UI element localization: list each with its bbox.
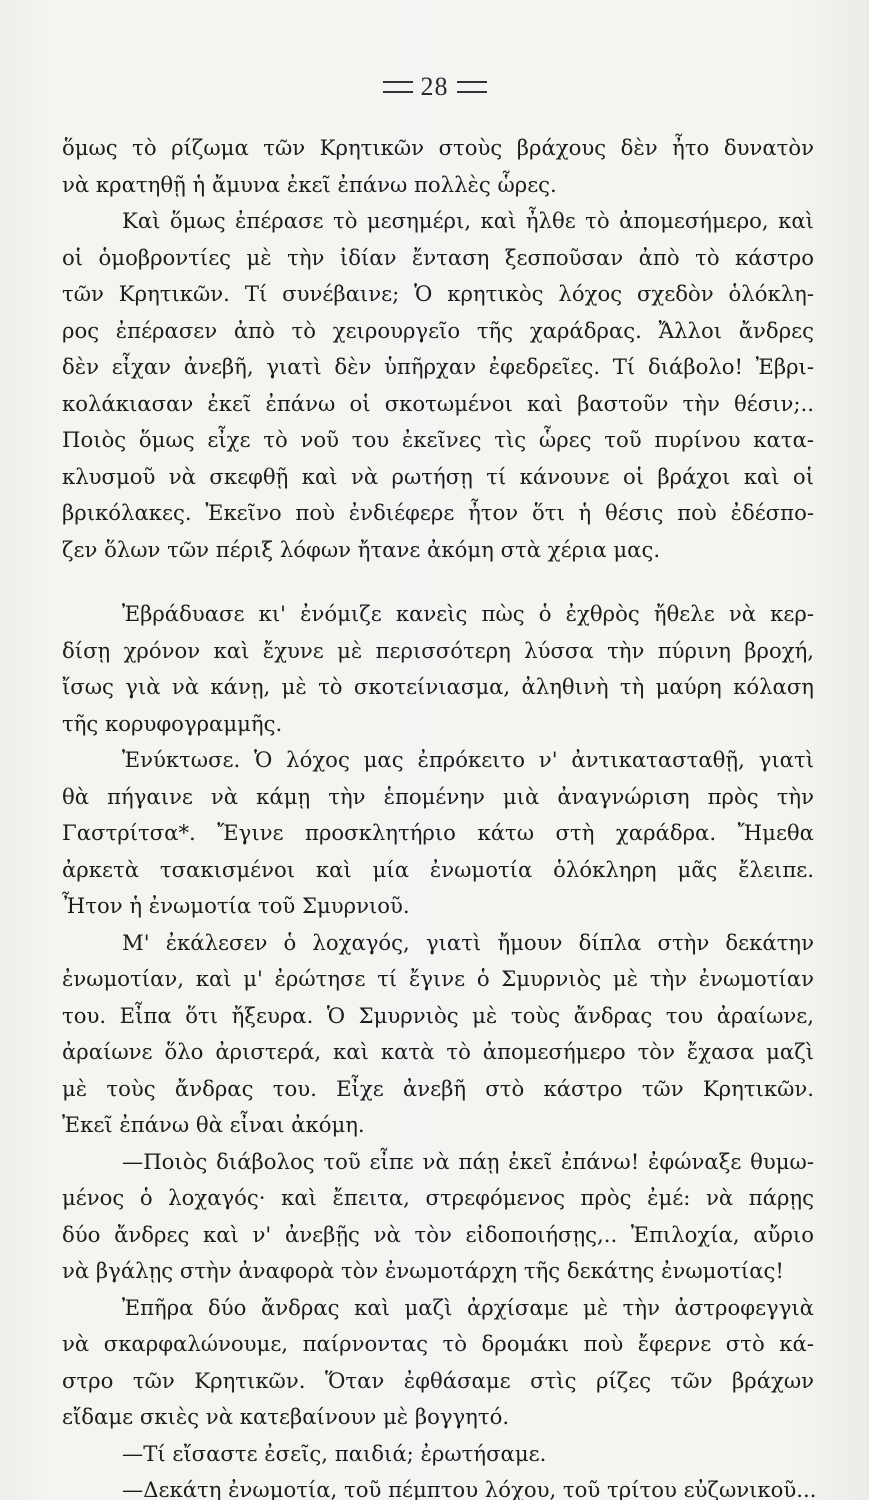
text-line: θὰ πήγαινε νὰ κάμῃ τὴν ἑπομένην μιὰ ἀναγνώριση πρὸς τὴν	[62, 783, 814, 809]
text-line: Ἐκεῖ ἐπάνω θὰ εἶναι ἀκόμη.	[62, 1112, 365, 1137]
text-line: δύο ἄνδρες καὶ ν' ἀνεβῇς νὰ τὸν εἰδοποιήσῃς,.. Ἐπιλοχία, αὔριο	[62, 1221, 814, 1247]
text-line: τῆς κορυφογραμμῆς.	[62, 710, 283, 736]
text-line: δὲν εἶχαν ἀνεβῆ, γιατὶ δὲν ὑπῆρχαν ἐφεδρεῖες. Τί διάβολο! Ἐβρι-	[62, 354, 814, 379]
text-line: Ἐνύκτωσε. Ὁ λόχος μας ἐπρόκειτο ν' ἀντικατασταθῇ, γιατὶ	[122, 747, 814, 772]
text-line: ζεν ὅλων τῶν πέριξ λόφων ἤτανε ἀκόμη στὰ χέρια μας.	[62, 536, 661, 562]
paragraph	[62, 742, 814, 925]
page-number-text: 28	[420, 72, 449, 101]
text-line: στρο τῶν Κρητικῶν. Ὅταν ἐφθάσαμε στὶς ρίζες τῶν βράχων	[62, 1367, 814, 1393]
text-line: του. Εἶπα ὅτι ἤξευρα. Ὁ Σμυρνιὸς μὲ τοὺς ἄνδρας του ἀραίωνε,	[62, 1002, 814, 1028]
text-line: Ἐπῆρα δύο ἄνδρας καὶ μαζὶ ἀρχίσαμε μὲ τὴν ἀστροφεγγιὰ	[122, 1294, 814, 1320]
text-line: δίσῃ χρόνον καὶ ἔχυνε μὲ περισσότερη λύσσα τὴν πύρινη βροχή,	[62, 637, 814, 663]
paragraph	[62, 596, 814, 742]
page-number-left-rule	[383, 81, 413, 93]
text-line: κολάκιασαν ἐκεῖ ἐπάνω οἱ σκοτωμένοι καὶ βαστοῦν τὴν θέσιν;..	[62, 390, 814, 416]
text-line: —Τί εἴσαστε ἐσεῖς, παιδιά; ἐρωτήσαμε.	[122, 1440, 547, 1466]
text-line: Ἐβράδυασε κι' ἐνόμιζε κανεὶς πὼς ὁ ἐχθρὸς ἤθελε νὰ κερ-	[122, 601, 814, 626]
text-line: ἐνωμοτίαν, καὶ μ' ἐρώτησε τί ἔγινε ὁ Σμυρνιὸς μὲ τὴν ἐνωμοτίαν	[62, 966, 814, 991]
text-line: —Ποιὸς διάβολος τοῦ εἶπε νὰ πάῃ ἐκεῖ ἐπάνω! ἐφώναξε θυμω-	[122, 1148, 814, 1174]
text-line: νὰ κρατηθῇ ἡ ἄμυνα ἐκεῖ ἐπάνω πολλὲς ὧρες.	[62, 171, 557, 197]
paragraph	[62, 1290, 814, 1436]
paragraph	[62, 130, 814, 203]
paragraph	[62, 203, 814, 568]
text-line: —Δεκάτη ἐνωμοτία, τοῦ πέμπτου λόχου, τοῦ τρίτου εὐζωνικοῦ...	[122, 1477, 817, 1500]
text-line: μὲ τοὺς ἄνδρας του. Εἶχε ἀνεβῆ στὸ κάστρο τῶν Κρητικῶν.	[62, 1075, 814, 1101]
text-line: κλυσμοῦ νὰ σκεφθῇ καὶ νὰ ρωτήσῃ τί κάνουνε οἱ βράχοι καὶ οἱ	[62, 463, 814, 489]
text-line: ρος ἐπέρασεν ἀπὸ τὸ χειρουργεῖο τῆς χαράδρας. Ἄλλοι ἄνδρες	[62, 317, 814, 343]
text-line: ὅμως τὸ ρίζωμα τῶν Κρητικῶν στοὺς βράχους δὲν ἦτο δυνατὸν	[62, 135, 814, 160]
text-line: νὰ σκαρφαλώνουμε, παίρνοντας τὸ δρομάκι ποὺ ἔφερνε στὸ κά-	[62, 1331, 814, 1356]
text-line: Ἦτον ἡ ἐνωμοτία τοῦ Σμυρνιοῦ.	[62, 893, 410, 918]
text-line: ἀραίωνε ὅλο ἀριστερά, καὶ κατὰ τὸ ἀπομεσήμερο τὸν ἔχασα μαζὶ	[62, 1039, 814, 1064]
paragraph-gap	[62, 568, 814, 596]
text-line: μένος ὁ λοχαγός· καὶ ἔπειτα, στρεφόμενος πρὸς ἐμέ: νὰ πάρῃς	[62, 1185, 814, 1210]
text-line: νὰ βγάλῃς στὴν ἀναφορὰ τὸν ἐνωμοτάρχη τῆς δεκάτης ἐνωμοτίας!	[62, 1258, 784, 1283]
paragraph	[62, 1436, 814, 1473]
text-line: οἱ ὁμοβροντίες μὲ τὴν ἰδίαν ἔνταση ξεσποῦσαν ἀπὸ τὸ κάστρο	[62, 244, 814, 270]
page-number	[0, 72, 869, 102]
text-line: εἴδαμε σκιὲς νὰ κατεβαίνουν μὲ βογγητό.	[62, 1404, 510, 1429]
text-line: ἴσως γιὰ νὰ κάνῃ, μὲ τὸ σκοτείνιασμα, ἀληθινὴ τὴ μαύρη κόλαση	[62, 674, 814, 699]
page-number-right-rule	[457, 81, 487, 93]
text-line: τῶν Κρητικῶν. Τί συνέβαινε; Ὁ κρητικὸς λόχος σχεδὸν ὁλόκλη-	[62, 281, 814, 306]
paragraph	[62, 1144, 814, 1290]
text-line: Καὶ ὅμως ἐπέρασε τὸ μεσημέρι, καὶ ἦλθε τὸ ἀπομεσήμερο, καὶ	[122, 208, 814, 233]
paragraph	[62, 925, 814, 1144]
paragraph	[62, 1472, 817, 1500]
text-line: Γαστρίτσα*. Ἔγινε προσκλητήριο κάτω στὴ χαράδρα. Ἤμεθα	[62, 820, 814, 845]
body-text	[62, 130, 817, 1500]
text-line: ἀρκετὰ τσακισμένοι καὶ μία ἐνωμοτία ὁλόκληρη μᾶς ἔλειπε.	[62, 856, 814, 882]
text-line: Μ' ἐκάλεσεν ὁ λοχαγός, γιατὶ ἤμουν δίπλα στὴν δεκάτην	[122, 929, 814, 955]
text-line: Ποιὸς ὅμως εἶχε τὸ νοῦ του ἐκεῖνες τὶς ὧρες τοῦ πυρίνου κατα-	[62, 427, 814, 452]
text-line: βρικόλακες. Ἐκεῖνο ποὺ ἐνδιέφερε ἦτον ὅτι ἡ θέσις ποὺ ἐδέσπο-	[62, 500, 814, 525]
